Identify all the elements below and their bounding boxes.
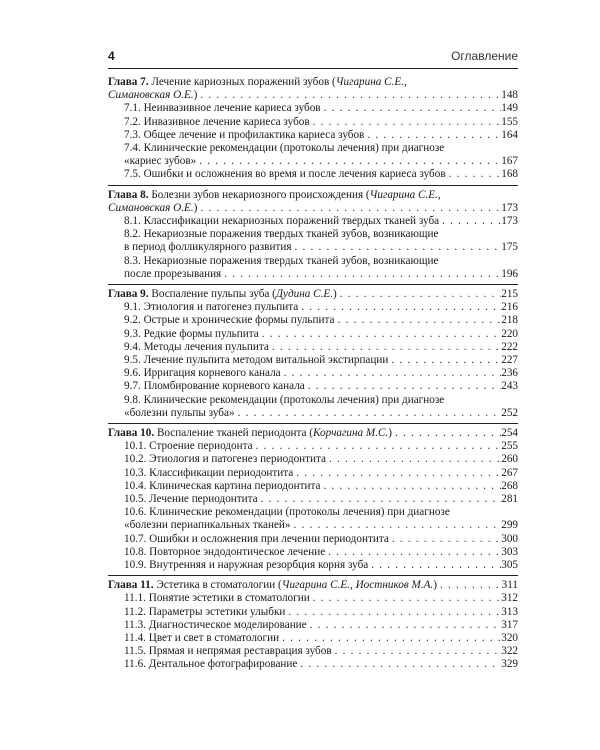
section-title-cont: после прорезывания: [124, 267, 222, 280]
leader-dots: [368, 559, 501, 572]
header-rule: [108, 68, 518, 69]
section-title: 10.4. Клиническая картина периодонтита: [124, 479, 321, 492]
chapter-heading-cont: [108, 89, 197, 102]
section-page: 164: [501, 128, 518, 141]
chapter-heading: [108, 76, 407, 89]
toc-line: [108, 579, 518, 592]
leader-dots: [305, 380, 501, 393]
toc-line: [124, 533, 518, 546]
section-page: 173: [501, 215, 518, 227]
section-title: 10.9. Внутренняя и наружная резорбция корня зуба: [124, 559, 369, 571]
section-page: 155: [501, 115, 518, 128]
toc-line: [124, 480, 518, 493]
toc-line: [124, 215, 518, 228]
chapter-title: Лечение кариозных поражений зубов (: [151, 76, 336, 88]
section-title: 11.4. Цвет и свет в стоматологии: [124, 632, 280, 644]
toc-line: [124, 354, 518, 367]
leader-dots: [298, 301, 501, 314]
chapter-label: Глава 11.: [108, 579, 154, 592]
leader-dots: [285, 606, 501, 619]
leader-dots: [258, 493, 502, 506]
leader-dots: [307, 619, 502, 632]
chapter-heading: [108, 189, 441, 202]
leader-dots: [253, 440, 502, 453]
section-title: 8.2. Некариозные поражения твердых тканей зубов, возникающие: [124, 228, 439, 241]
toc-line: [124, 268, 518, 281]
leader-dots: [281, 367, 502, 380]
leader-dots: [221, 268, 501, 281]
toc-line: [124, 453, 518, 466]
toc-line: [108, 89, 518, 102]
toc-line: [108, 202, 518, 215]
chapter-title: Воспаление пульпы зуба (: [151, 288, 276, 300]
section-title: 7.2. Инвазивное лечение кариеса зубов: [124, 115, 310, 128]
section-title: 11.6. Дентальное фотографирование: [124, 658, 298, 671]
leader-dots: [259, 328, 501, 341]
section-title: 11.2. Параметры эстетики улыбки: [124, 605, 286, 618]
section-page: 317: [501, 618, 518, 631]
section-page: 303: [501, 545, 518, 558]
chapter-page: 173: [501, 201, 518, 214]
chapter-authors: Чигарина С.Е.,: [335, 76, 407, 88]
chapter-authors: Симановская О.Е.: [108, 89, 194, 102]
chapter-separator: [108, 423, 518, 424]
toc-line: [124, 314, 518, 327]
section-title: 8.1. Классификации некариозных поражений твердых тканей зуба: [124, 215, 440, 227]
toc-line: [124, 255, 518, 268]
section-page: 313: [501, 605, 518, 618]
chapter-label: Глава 8.: [108, 188, 149, 201]
toc-line: [124, 506, 518, 519]
section-title: 9.8. Клинические рекомендации (протоколы лечения) при диагнозе: [124, 393, 445, 406]
section-title: 11.5. Прямая и непрямая реставрация зубов: [124, 645, 332, 658]
section-page: 329: [501, 658, 518, 671]
toc-line: [124, 394, 518, 407]
toc-line: [124, 546, 518, 559]
chapter-close: ): [333, 288, 337, 300]
toc-line: [124, 592, 518, 605]
chapter-heading: [108, 579, 437, 592]
leader-dots: [325, 546, 501, 559]
leader-dots: [392, 427, 501, 440]
toc-line: [124, 241, 518, 254]
chapter-authors: Корчагина М.С.: [313, 427, 389, 439]
toc-line: [124, 519, 518, 532]
chapter-page: 254: [501, 427, 518, 439]
section-page: 222: [501, 340, 518, 353]
toc-line: [124, 559, 518, 572]
section-page: 227: [501, 354, 518, 366]
section-title: 10.8. Повторное эндодонтическое лечение: [124, 545, 326, 558]
chapter-heading-cont: [108, 202, 197, 215]
toc-line: [108, 288, 518, 301]
leader-dots: [291, 519, 502, 532]
chapter-heading: [108, 427, 392, 440]
section-title-cont: «кариес зубов»: [124, 155, 197, 168]
section-title-cont: «болезни периапикальных тканей»: [124, 519, 291, 532]
toc-line: [124, 228, 518, 241]
chapter-title: Воспаление тканей периодонта (: [156, 427, 314, 439]
chapter-authors: Дудина С.Е.: [275, 288, 334, 300]
toc-line: [124, 658, 518, 671]
chapter-label: Глава 7.: [108, 76, 149, 88]
section-title-cont: в период фолликулярного развития: [124, 241, 292, 254]
section-title: 10.7. Ошибки и осложнения при лечении периодонтита: [124, 532, 389, 545]
leader-dots: [337, 288, 501, 301]
section-title: 9.6. Ирригация корневого канала: [124, 367, 281, 380]
section-page: 220: [501, 327, 518, 340]
section-page: 236: [501, 367, 518, 380]
section-title: 9.4. Методы лечения пульпита: [124, 340, 269, 353]
section-page: 252: [501, 406, 518, 419]
section-title: 10.2. Этиология и патогенез периодонтита: [124, 453, 327, 466]
toc-line: [124, 341, 518, 354]
section-title: 7.5. Ошибки и осложнения во время и после лечения кариеса зубов: [124, 168, 446, 181]
section-page: 196: [501, 267, 518, 280]
page-number: 4: [108, 49, 115, 63]
section-title: 11.3. Диагностическое моделирование: [124, 618, 307, 631]
toc-line: [108, 189, 518, 202]
running-title: Оглавление: [451, 49, 518, 63]
toc-line: [124, 467, 518, 480]
section-page: 216: [501, 301, 518, 314]
section-title: 7.3. Общее лечение и профилактика кариеса зубов: [124, 128, 365, 141]
toc-line: [124, 606, 518, 619]
chapter-title: Болезни зубов некариозного происхождения (: [151, 188, 370, 201]
section-title: 11.1. Понятие эстетики в стоматологии: [124, 592, 310, 605]
section-page: 322: [501, 645, 518, 658]
toc-line: [124, 102, 518, 115]
toc-line: [124, 407, 518, 420]
section-page: 168: [501, 168, 518, 181]
toc-line: [124, 619, 518, 632]
leader-dots: [269, 341, 501, 354]
section-title: 9.3. Редкие формы пульпита: [124, 327, 259, 340]
section-page: 175: [501, 241, 518, 254]
section-title: 7.1. Неинвазивное лечение кариеса зубов: [124, 102, 321, 115]
chapter-close: ): [193, 89, 198, 102]
leader-dots: [437, 579, 502, 592]
leader-dots: [297, 658, 501, 671]
leader-dots: [321, 102, 502, 115]
toc-line: [124, 301, 518, 314]
section-title: 7.4. Клинические рекомендации (протоколы лечения) при диагнозе: [124, 142, 445, 154]
toc-line: [124, 129, 518, 142]
section-title-cont: «болезни пульпы зуба»: [124, 406, 235, 419]
leader-dots: [293, 467, 501, 480]
section-title: 9.1. Этиология и патогенез пульпита: [124, 301, 299, 314]
chapter-page: 215: [501, 288, 518, 300]
leader-dots: [310, 592, 502, 605]
section-title: 8.3. Некариозные поражения твердых тканей зубов, возникающие: [124, 254, 439, 267]
leader-dots: [364, 129, 501, 142]
toc-line: [124, 440, 518, 453]
chapter-heading: [108, 288, 337, 301]
section-page: 268: [501, 479, 518, 492]
section-page: 305: [501, 559, 518, 571]
chapter-close: ): [193, 201, 198, 214]
leader-dots: [197, 202, 501, 215]
section-page: 167: [501, 155, 518, 168]
leader-dots: [389, 533, 501, 546]
section-title: 10.5. Лечение периодонтита: [124, 493, 258, 505]
toc-line: [124, 645, 518, 658]
section-title: 9.2. Острые и хронические формы пульпита: [124, 314, 335, 327]
toc-line: [124, 380, 518, 393]
toc-line: [124, 493, 518, 506]
section-page: 243: [501, 380, 518, 393]
running-header: [108, 49, 518, 67]
toc-line: [124, 168, 518, 181]
chapter-close: ): [433, 579, 438, 592]
section-page: 260: [501, 453, 518, 466]
leader-dots: [310, 116, 502, 129]
chapter-authors: Чигарина С.Е.,: [369, 188, 441, 201]
toc-line: [108, 76, 518, 89]
leader-dots: [326, 453, 501, 466]
leader-dots: [439, 215, 501, 228]
chapter-authors: Чигарина С.Е., Иостников М.А.: [281, 579, 434, 592]
chapter-authors: Симановская О.Е.: [108, 201, 194, 214]
toc-line: [124, 155, 518, 168]
leader-dots: [196, 155, 501, 168]
section-title: 9.7. Пломбирование корневого канала: [124, 380, 305, 393]
section-title: 10.6. Клинические рекомендации (протоколы лечения) при диагнозе: [124, 506, 450, 519]
section-title: 9.5. Лечение пульпита методом витальной экстирпации: [124, 354, 389, 366]
chapter-page: 148: [501, 89, 518, 102]
section-page: 281: [501, 493, 518, 505]
section-page: 218: [501, 314, 518, 327]
section-page: 255: [501, 440, 518, 453]
section-page: 267: [501, 466, 518, 479]
leader-dots: [291, 241, 501, 254]
toc-line: [124, 328, 518, 341]
section-page: 300: [501, 532, 518, 545]
toc-line: [124, 116, 518, 129]
section-page: 320: [501, 632, 518, 644]
chapter-title: Эстетика в стоматологии (: [156, 579, 282, 592]
section-title: 10.3. Классификации периодонтита: [124, 466, 294, 479]
toc-line: [124, 367, 518, 380]
leader-dots: [446, 168, 502, 181]
toc-line: [108, 427, 518, 440]
leader-dots: [332, 645, 502, 658]
section-page: 312: [501, 592, 518, 605]
chapter-separator: [108, 575, 518, 576]
chapter-label: Глава 10.: [108, 427, 155, 439]
leader-dots: [334, 314, 501, 327]
leader-dots: [320, 480, 501, 493]
section-page: 149: [501, 102, 518, 115]
leader-dots: [279, 632, 501, 645]
leader-dots: [388, 354, 501, 367]
chapter-label: Глава 9.: [108, 288, 149, 300]
section-page: 299: [501, 519, 518, 532]
leader-dots: [197, 89, 501, 102]
chapter-separator: [108, 185, 518, 186]
toc-line: [124, 632, 518, 645]
chapter-page: 311: [501, 579, 518, 592]
chapter-close: ): [388, 427, 393, 439]
section-title: 10.1. Строение периодонта: [124, 440, 253, 453]
chapter-separator: [108, 284, 518, 285]
toc-line: [124, 142, 518, 155]
leader-dots: [235, 407, 502, 420]
